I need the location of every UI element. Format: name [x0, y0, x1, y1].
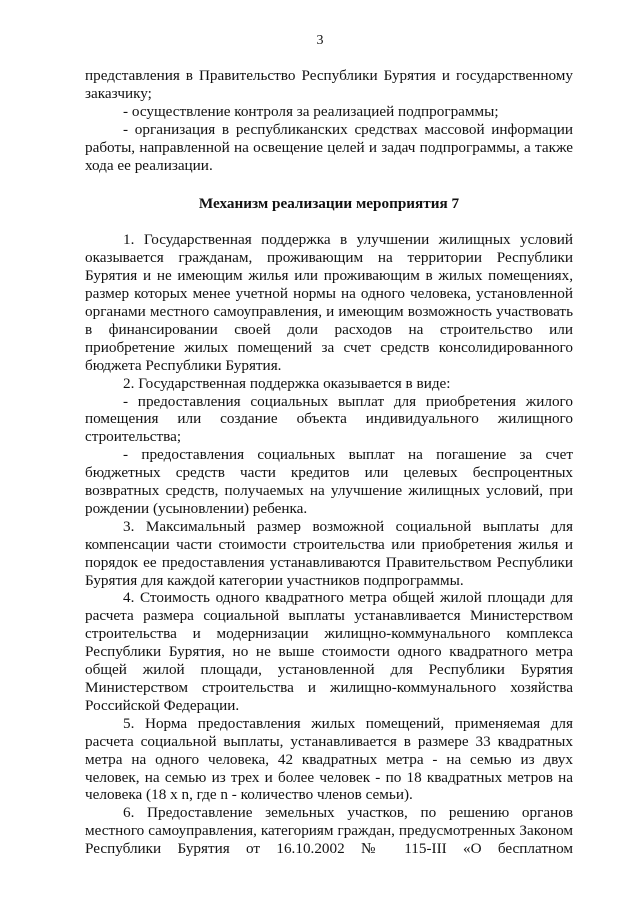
paragraph-item-3: 3. Максимальный размер возможной социальной выплаты для компенсации части стоимости строительства или приобретения жилья и порядок ее предоставления устанавливаются Правительством Республики Бурятия для каждой категории участников подпрограммы.: [85, 517, 573, 589]
paragraph-item-5: 5. Норма предоставления жилых помещений, применяемая для расчета социальной выплаты, устанавливается в размере 33 квадратных метра на одного человека, 42 квадратных метра - на семью из двух человек, на семью из трех и более человек - по 18 квадратных метров на человека (18 х n, где n - количество членов семьи).: [85, 714, 573, 804]
document-body: [85, 67, 573, 858]
paragraph-item-4: 4. Стоимость одного квадратного метра общей жилой площади для расчета размера социальной выплаты устанавливается Министерством строительства и модернизации жилищно-коммунального комплекса Республики Бурятия, но не выше стоимости одного квадратного метра общей жилой площади, установленной для Республики Бурятия Министерством строительства и жилищно-коммунального хозяйства Российской Федерации.: [85, 589, 573, 714]
page-number: 3: [316, 33, 324, 48]
paragraph-item-6: 6. Предоставление земельных участков, по решению органов местного самоуправления, категориям граждан, предусмотренных Законом Республики Бурятия от 16.10.2002 № 115-III «О бесплатном: [85, 804, 573, 858]
paragraph-control: - осуществление контроля за реализацией подпрограммы;: [123, 102, 499, 120]
paragraph-media: - организация в республиканских средствах массовой информации работы, направленной на освещение целей и задач подпрограммы, а также хода ее реализации.: [85, 120, 573, 174]
section-heading: Механизм реализации мероприятия 7: [198, 195, 460, 213]
paragraph-intro-continuation: представления в Правительство Республики Бурятия и государственному заказчику;: [85, 67, 573, 102]
paragraph-item-2-bullet-2: - предоставления социальных выплат на погашение за счет бюджетных средств части кредитов или целевых беспроцентных возвратных средств, получаемых на улучшение жилищных условий, при рождении (усыновлении) ребенка.: [85, 446, 573, 517]
paragraph-item-1: 1. Государственная поддержка в улучшении жилищных условий оказывается гражданам, проживающим на территории Республики Бурятия и не имеющим жилья или проживающим в жилых помещениях, размер которых менее учетной нормы на одного человека, установленной органами местного самоуправления, и имеющим возможность участвовать в финансировании своей доли расходов на строительство или приобретение жилых помещений за счет средств консолидированного бюджета Республики Бурятия.: [85, 231, 573, 374]
paragraph-item-2-bullet-1: - предоставления социальных выплат для приобретения жилого помещения или создание объекта индивидуального жилищного строительства;: [85, 392, 573, 446]
paragraph-item-2: 2. Государственная поддержка оказывается в виде:: [123, 374, 451, 392]
